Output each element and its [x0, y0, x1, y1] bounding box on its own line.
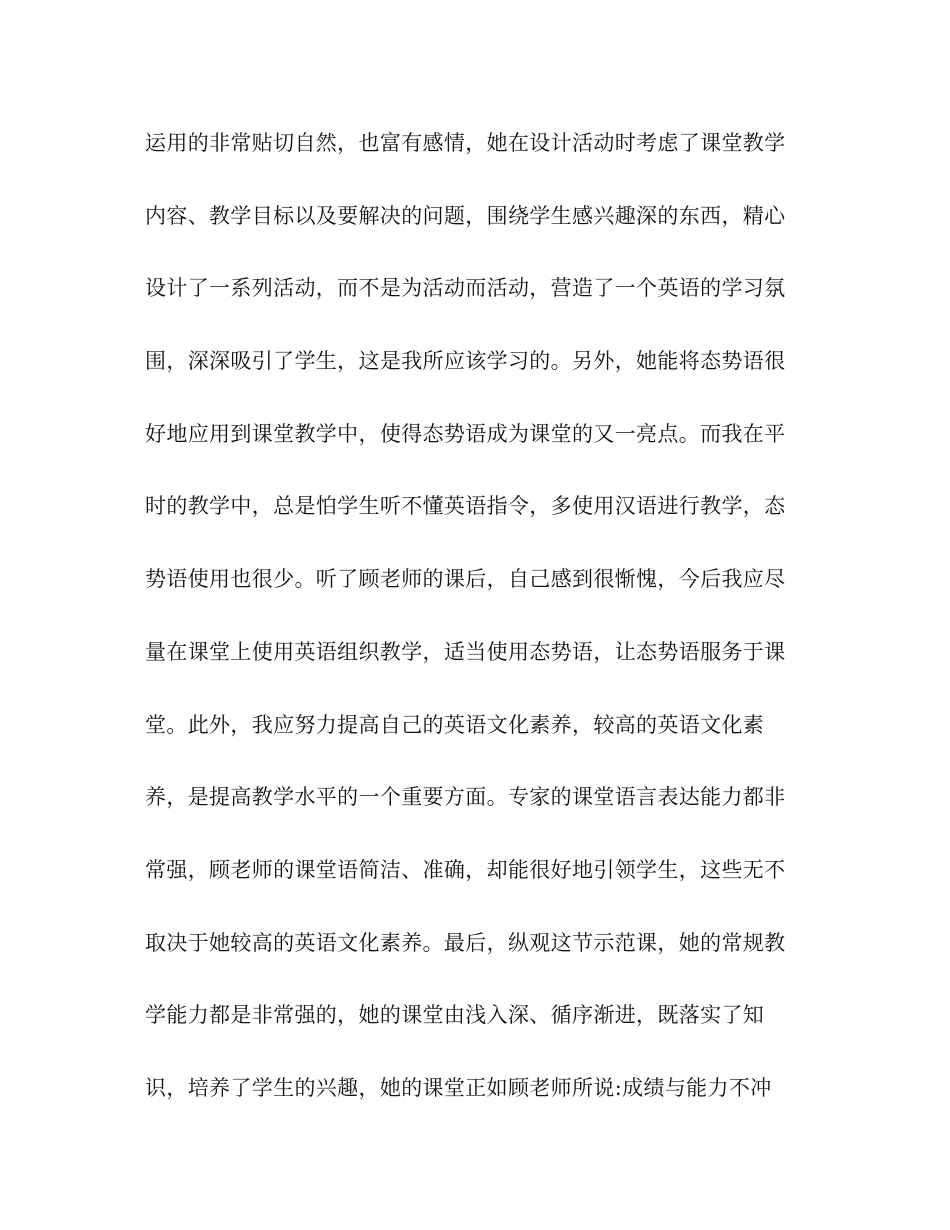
text-line: 取决于她较高的英语文化素养。最后，纵观这节示范课，她的常规教 — [145, 930, 786, 955]
text-line: 设计了一系列活动，而不是为活动而活动，营造了一个英语的学习氛 — [145, 276, 786, 301]
body-text — [145, 120, 805, 1138]
text-line: 养，是提高教学水平的一个重要方面。专家的课堂语言表达能力都非 — [145, 785, 786, 810]
text-line: 学能力都是非常强的，她的课堂由浅入深、循序渐进，既落实了知 — [145, 1003, 765, 1028]
text-line: 识，培养了学生的兴趣，她的课堂正如顾老师所说:成绩与能力不冲 — [145, 1075, 772, 1100]
text-line: 好地应用到课堂教学中，使得态势语成为课堂的又一亮点。而我在平 — [145, 421, 786, 446]
text-line: 围，深深吸引了学生，这是我所应该学习的。另外，她能将态势语很 — [145, 349, 786, 374]
text-line: 运用的非常贴切自然，也富有感情，她在设计活动时考虑了课堂教学 — [145, 131, 786, 155]
text-line: 时的教学中，总是怕学生听不懂英语指令，多使用汉语进行教学，态 — [145, 494, 786, 519]
text-line: 势语使用也很少。听了顾老师的课后，自己感到很惭愧，今后我应尽 — [145, 567, 786, 592]
text-line: 堂。此外，我应努力提高自己的英语文化素养，较高的英语文化素 — [145, 712, 765, 737]
text-line: 内容、教学目标以及要解决的问题，围绕学生感兴趣深的东西，精心 — [145, 203, 786, 228]
text-line: 常强，顾老师的课堂语简洁、准确，却能很好地引领学生，这些无不 — [145, 857, 786, 882]
text-line: 量在课堂上使用英语组织教学，适当使用态势语，让态势语服务于课 — [145, 639, 786, 664]
